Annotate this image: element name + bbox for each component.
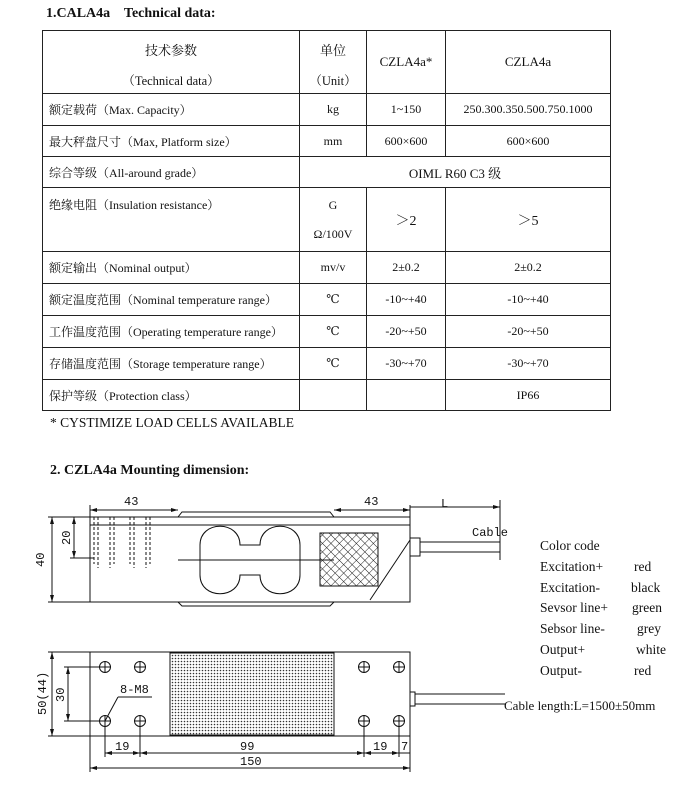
row-param: 绝缘电阻（Insulation resistance） — [43, 188, 300, 252]
wire-name: Output- — [540, 662, 582, 678]
dim-50-44: 50(44) — [36, 671, 50, 715]
row-value-b: 2±0.2 — [446, 252, 611, 284]
row-unit-line1: G — [328, 197, 338, 212]
list-item — [540, 661, 680, 682]
row-unit: ℃ — [300, 316, 367, 348]
dim-150: 150 — [240, 755, 262, 769]
table-header-row — [43, 31, 611, 94]
row-value-b: 600×600 — [446, 126, 611, 157]
row-value-a: ＞2 — [367, 188, 446, 252]
mount-hole — [358, 661, 370, 673]
table-row — [43, 157, 611, 188]
wire-color: green — [632, 600, 662, 616]
wire-name: Excitation+ — [540, 558, 604, 574]
row-unit: ℃ — [300, 348, 367, 380]
row-param: 工作温度范围（Operating temperature range） — [43, 316, 300, 348]
wire-color: grey — [637, 621, 661, 637]
wire-name: Output+ — [540, 641, 586, 657]
strain-gauge-cover — [320, 533, 378, 586]
row-param: 额定输出（Nominal output） — [43, 252, 300, 284]
mount-hole — [393, 715, 405, 727]
list-item — [540, 557, 680, 578]
row-value-a: -20~+50 — [367, 316, 446, 348]
row-value-b: -10~+40 — [446, 284, 611, 316]
row-unit-line2: Ω/100V — [313, 226, 353, 241]
section2-title: 2. CZLA4a Mounting dimension: — [50, 463, 250, 478]
mount-hole — [99, 661, 111, 673]
dim-40: 40 — [34, 552, 48, 567]
table-row — [43, 284, 611, 316]
row-unit: mv/v — [300, 252, 367, 284]
hole-label: 8-M8 — [120, 683, 149, 697]
header-model-a: CZLA4a* — [367, 31, 446, 94]
row-param: 最大秤盘尺寸（Max, Platform size） — [43, 126, 300, 157]
table-row — [43, 94, 611, 126]
mesh-area — [170, 653, 334, 735]
dim-7: 7 — [401, 740, 409, 754]
wire-color: black — [631, 579, 661, 595]
row-unit — [300, 380, 367, 411]
binocular-cutout — [178, 526, 334, 594]
side-view — [48, 500, 500, 606]
mount-hole — [134, 715, 146, 727]
header-param-en: （Technical data） — [122, 73, 220, 88]
table-row — [43, 380, 611, 411]
table-row — [43, 188, 611, 252]
row-unit: ℃ — [300, 284, 367, 316]
header-unit-en: （Unit） — [309, 73, 357, 88]
list-item — [540, 598, 680, 619]
color-code-legend — [540, 536, 680, 682]
row-value-b: -30~+70 — [446, 348, 611, 380]
row-value-b: -20~+50 — [446, 316, 611, 348]
wire-color: white — [636, 641, 666, 657]
row-param: 综合等级（All-around grade） — [43, 157, 300, 188]
section1-title: 1.CALA4a Technical data: — [46, 6, 216, 21]
dim-99: 99 — [240, 740, 255, 754]
wire-color: red — [634, 662, 652, 678]
table-row — [43, 126, 611, 157]
header-param — [43, 31, 300, 94]
dim-30: 30 — [54, 687, 68, 702]
row-param: 保护等级（Protection class） — [43, 380, 300, 411]
dim-L: L — [441, 497, 449, 511]
row-value-a: 600×600 — [367, 126, 446, 157]
list-item — [540, 640, 680, 661]
wire-name: Sevsor line+ — [540, 600, 608, 616]
header-model-b: CZLA4a — [446, 31, 611, 94]
list-item — [540, 578, 680, 599]
header-unit-cn: 单位 — [319, 42, 346, 58]
dim-20: 20 — [60, 530, 74, 545]
row-param: 存储温度范围（Storage temperature range） — [43, 348, 300, 380]
row-unit: kg — [300, 94, 367, 126]
footnote: * CYSTIMIZE LOAD CELLS AVAILABLE — [50, 415, 295, 430]
top-view — [48, 652, 505, 772]
wire-name: Excitation- — [540, 579, 600, 595]
dim-19-right: 19 — [373, 740, 388, 754]
dim-19-left: 19 — [115, 740, 130, 754]
dim-43-left: 43 — [124, 495, 139, 509]
row-value-b: 250.300.350.500.750.1000 — [446, 94, 611, 126]
row-merged-value: OIML R60 C3 级 — [300, 157, 611, 188]
color-code-title: Color code — [540, 538, 600, 553]
mount-hole — [393, 661, 405, 673]
row-unit — [300, 188, 367, 252]
wire-color: red — [634, 558, 652, 574]
spec-table — [42, 30, 611, 411]
dim-43-right: 43 — [364, 495, 379, 509]
row-param: 额定温度范围（Nominal temperature range） — [43, 284, 300, 316]
row-value-a: -10~+40 — [367, 284, 446, 316]
table-row — [43, 252, 611, 284]
header-param-cn: 技术参数 — [144, 42, 197, 58]
mount-hole — [358, 715, 370, 727]
cable-length: Cable length:L=1500±50mm — [504, 698, 656, 713]
row-param: 额定载荷（Max. Capacity） — [43, 94, 300, 126]
cable-gland — [410, 538, 420, 556]
row-value-b: IP66 — [446, 380, 611, 411]
row-value-b: ＞5 — [446, 188, 611, 252]
row-value-a: 2±0.2 — [367, 252, 446, 284]
header-unit — [300, 31, 367, 94]
table-row — [43, 348, 611, 380]
row-unit: mm — [300, 126, 367, 157]
wire-name: Sebsor line- — [540, 621, 605, 637]
mount-hole — [134, 661, 146, 673]
list-item — [540, 619, 680, 640]
row-value-a: 1~150 — [367, 94, 446, 126]
row-value-a — [367, 380, 446, 411]
cable-label: Cable — [472, 526, 509, 540]
row-value-a: -30~+70 — [367, 348, 446, 380]
table-row — [43, 316, 611, 348]
